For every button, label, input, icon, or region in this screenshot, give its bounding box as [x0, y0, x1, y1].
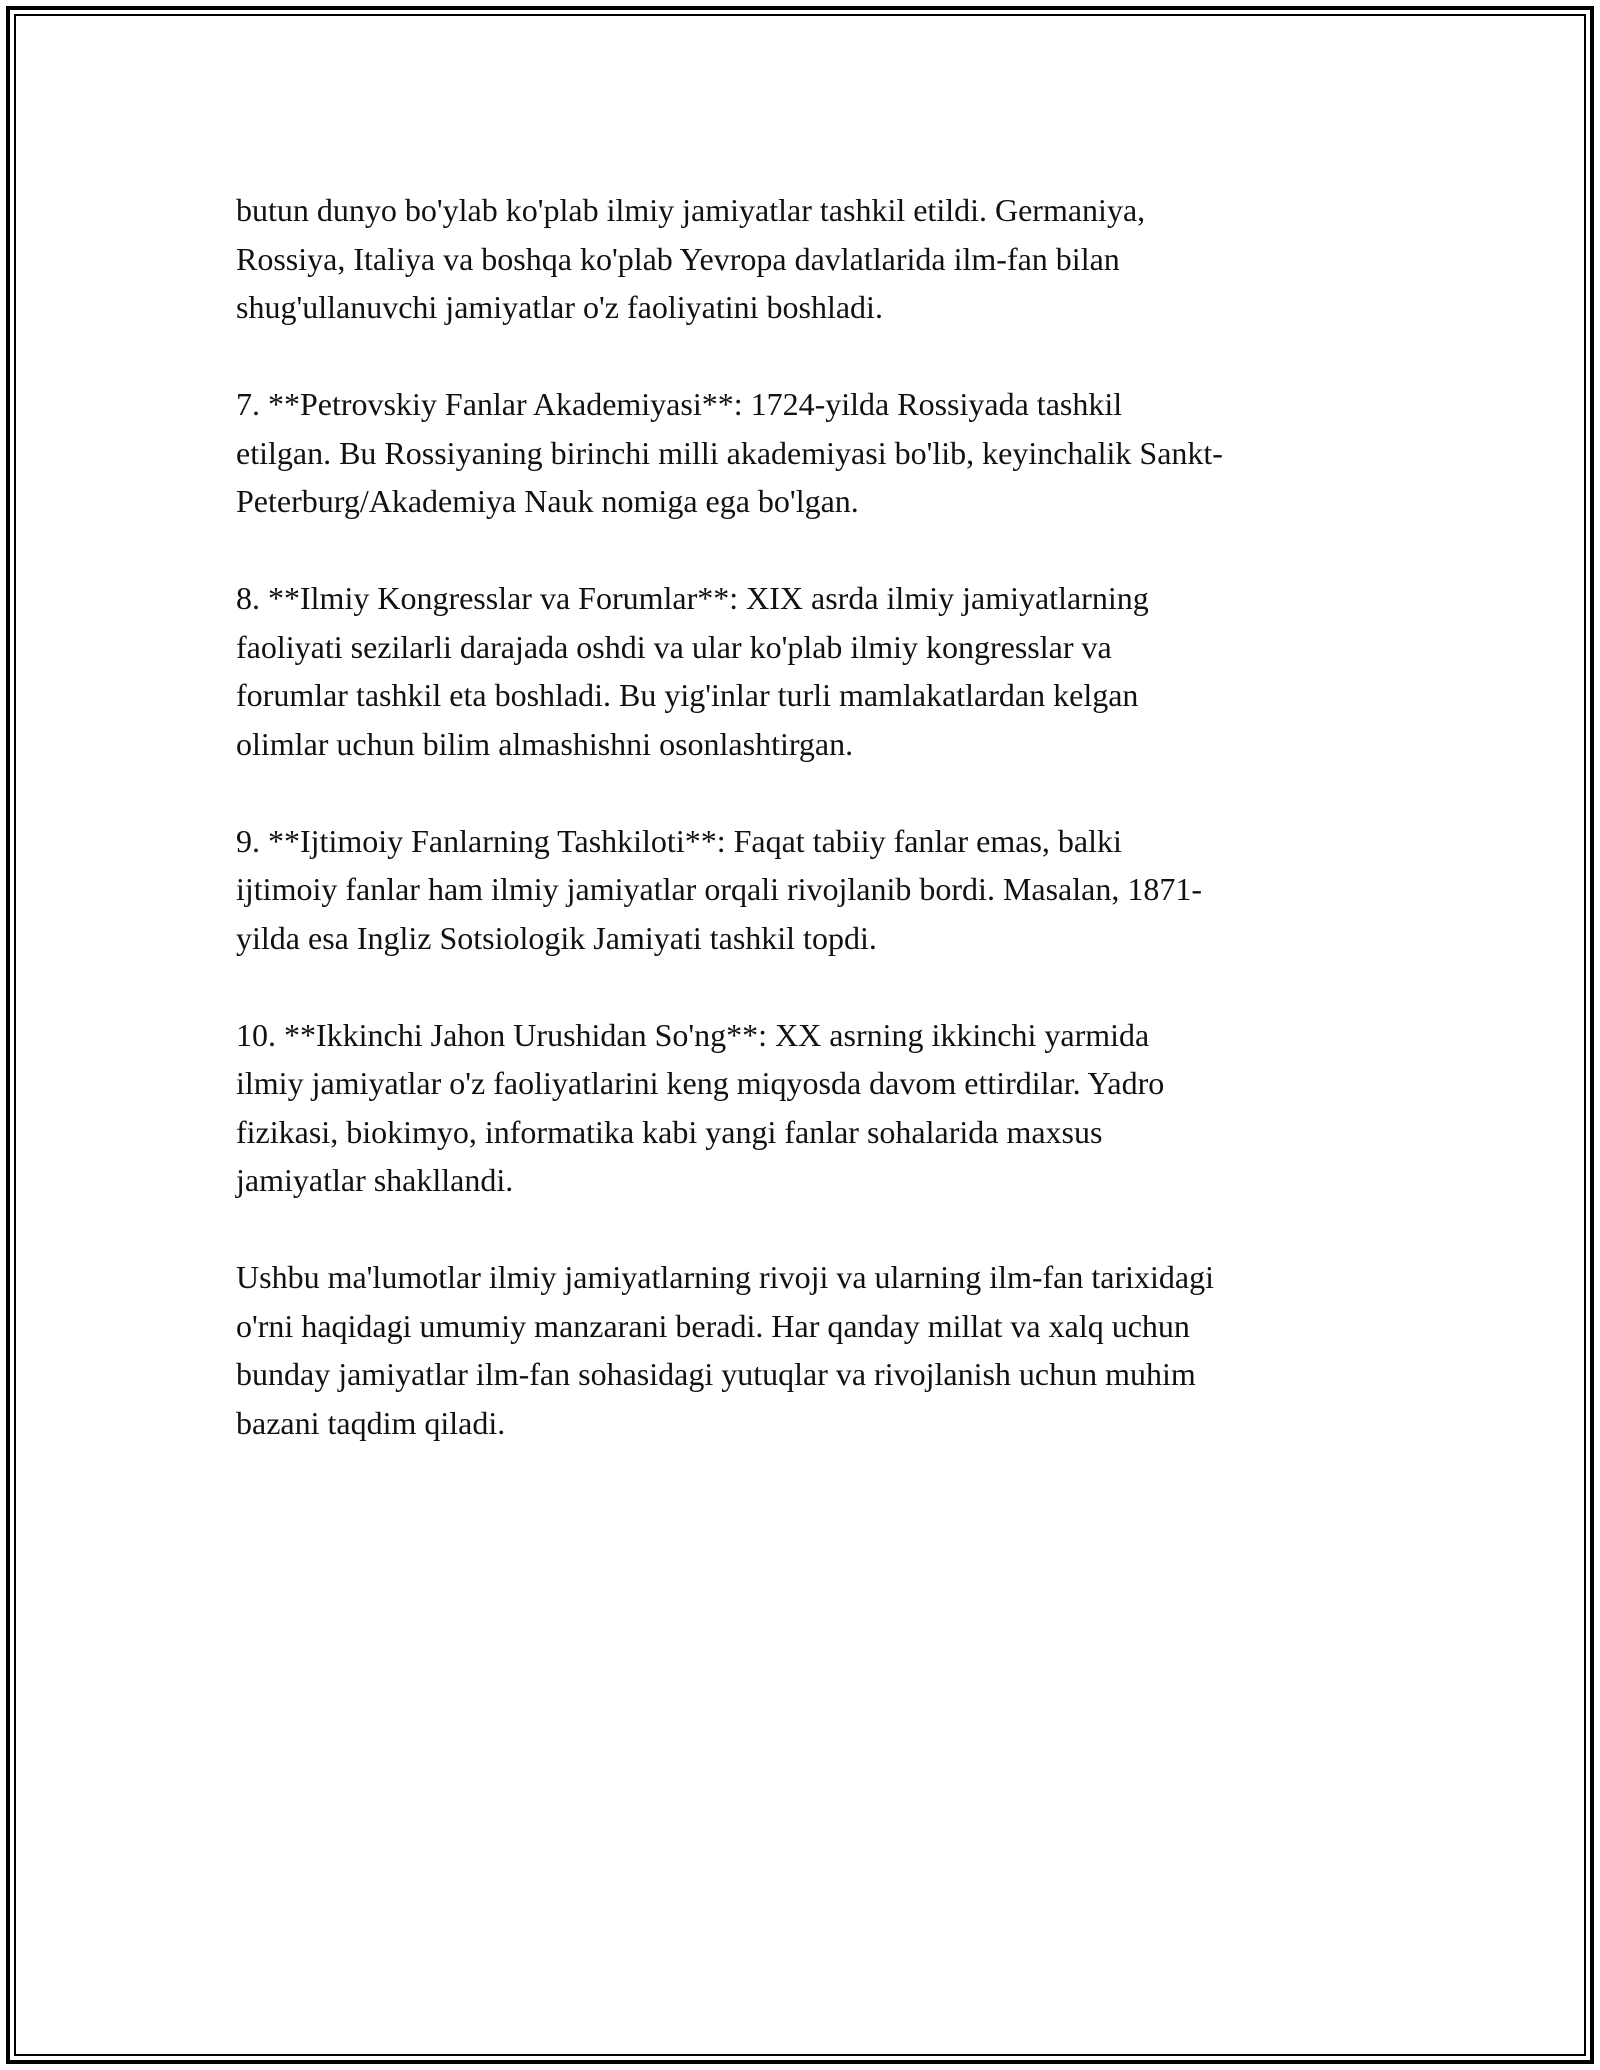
paragraph-item-8: 8. **Ilmiy Kongresslar va Forumlar**: XIX asrda ilmiy jamiyatlarning faoliyati sezilarli darajada oshdi va ular ko'plab ilmiy kongresslar va forumlar tashkil eta boshladi. Bu yig'inlar turli mamlakatlardan kelgan olimlar uchun bilim almashishni osonlashtirgan. [236, 580, 1149, 762]
paragraph-item-10: 10. **Ikkinchi Jahon Urushidan So'ng**: XX asrning ikkinchi yarmida ilmiy jamiyatlar o'z faoliyatlarini keng miqyosda davom ettirdilar. Yadro fizikasi, biokimyo, informatika kabi yangi fanlar sohalarida maxsus jamiyatlar shakllandi. [236, 1016, 1165, 1198]
paragraph-item-7: 7. **Petrovskiy Fanlar Akademiyasi**: 1724-yilda Rossiyada tashkil etilgan. Bu Rossiyaning birinchi milli akademiyasi bo'lib, keyinchalik Sankt- Peterburg/Akademiya Nauk nomiga ega bo'lgan. [236, 386, 1223, 519]
paragraph-conclusion: Ushbu ma'lumotlar ilmiy jamiyatlarning rivoji va ularning ilm-fan tarixidagi o'rni haqidagi umumiy manzarani beradi. Har qanday millat va xalq uchun bunday jamiyatlar ilm-fan sohasidagi yutuqlar va rivojlanish uchun muhim bazani taqdim qiladi. [236, 1259, 1214, 1441]
paragraph-intro-continuation: butun dunyo bo'ylab ko'plab ilmiy jamiyatlar tashkil etildi. Germaniya, Rossiya, Italiya va boshqa ko'plab Yevropa davlatlarida ilm-fan bilan shug'ullanuvchi jamiyatlar o'z faoliyatini boshladi. [236, 192, 1146, 325]
document-body [236, 186, 1376, 1447]
paragraph-item-9: 9. **Ijtimoiy Fanlarning Tashkiloti**: Faqat tabiiy fanlar emas, balki ijtimoiy fanlar ham ilmiy jamiyatlar orqali rivojlanib bordi. Masalan, 1871- yilda esa Ingliz Sotsiologik Jamiyati tashkil topdi. [236, 822, 1202, 956]
